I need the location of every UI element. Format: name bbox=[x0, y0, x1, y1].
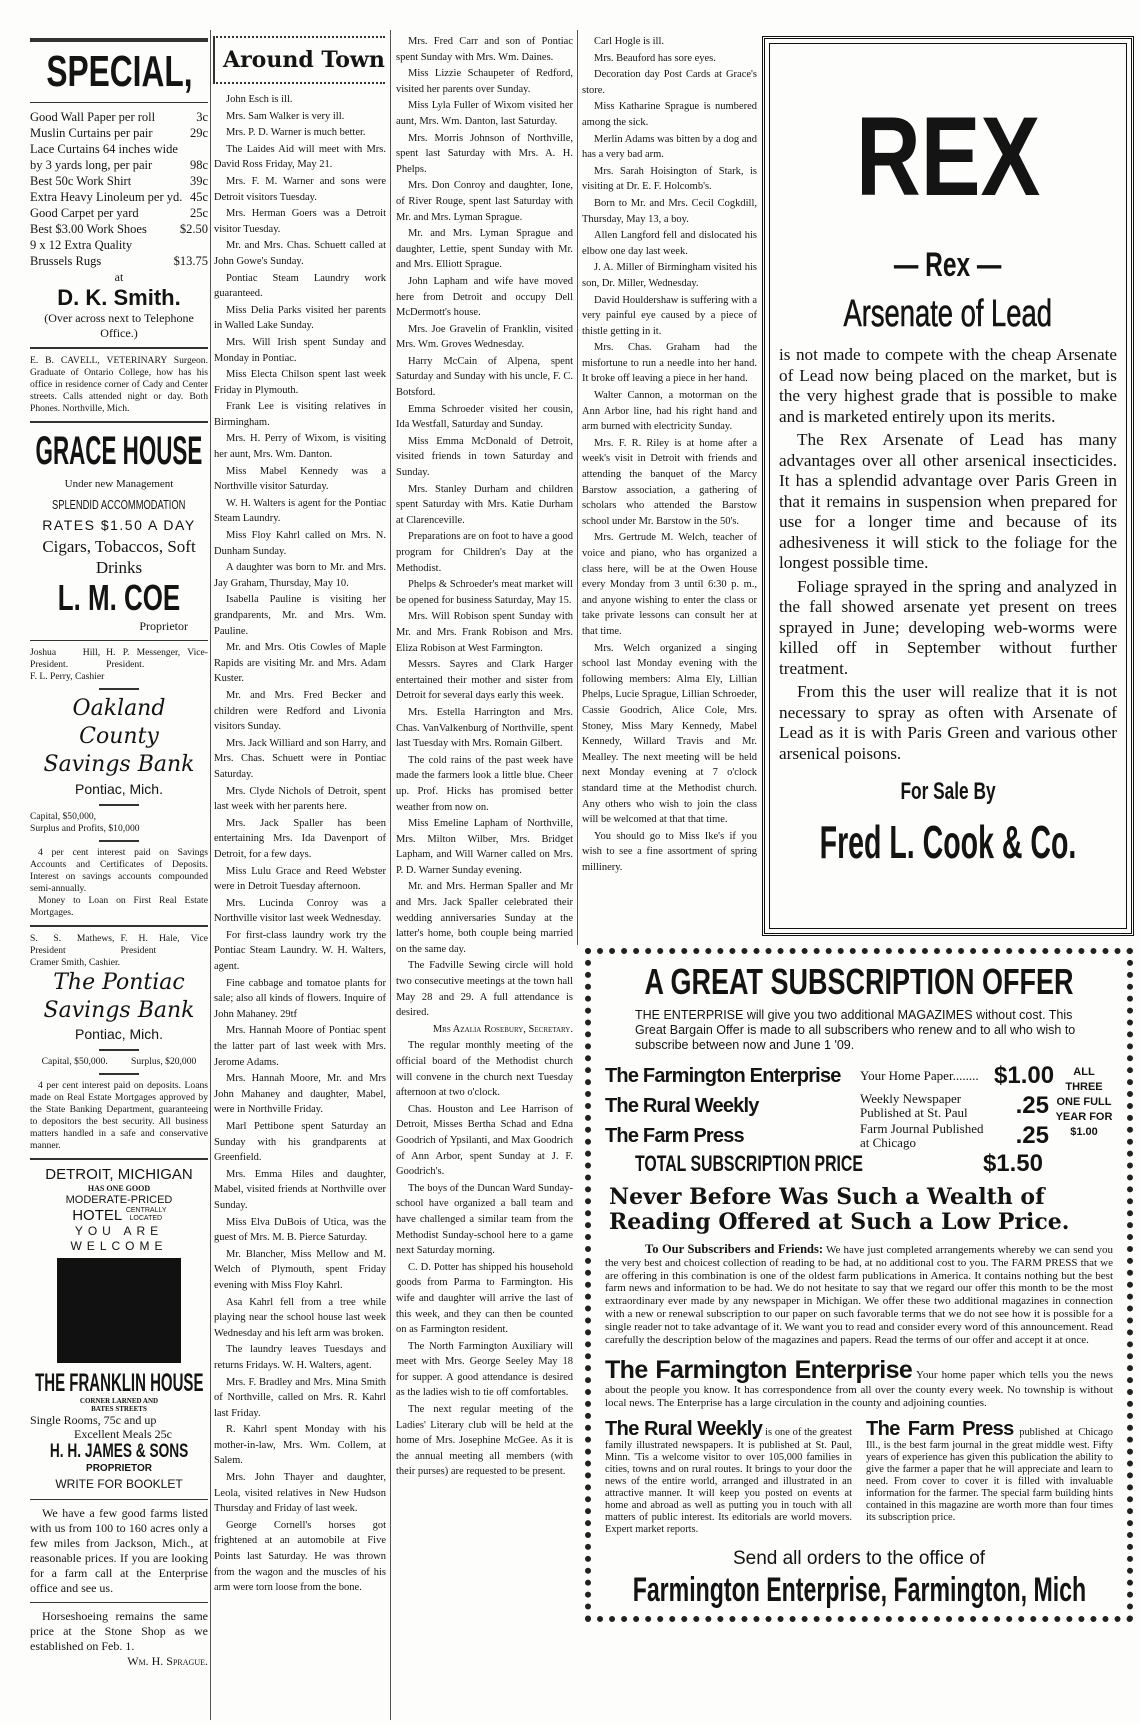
publication-desc: Weekly Newspaper Published at St. Paul bbox=[860, 1091, 968, 1120]
item-label: Lace Curtains 64 inches wide by 3 yards long, per pair bbox=[30, 142, 178, 172]
news-item: Marl Pettibone spent Saturday an Sunday with his grandparents at Greenfield. bbox=[214, 1121, 386, 1164]
column-rule bbox=[210, 30, 211, 1720]
franklin-house-name: THE FRANKLIN HOUSE bbox=[34, 1369, 204, 1397]
pontiac-bank-name-2: Savings Bank bbox=[43, 998, 195, 1023]
news-item: R. Kahrl spent Monday with his mother-in-law, Mrs. Wm. Collem, at Salem. bbox=[214, 1424, 386, 1467]
news-item: Miss Mabel Kennedy was a Northville visitor Saturday. bbox=[214, 465, 386, 493]
news-column-3 bbox=[396, 34, 573, 1481]
news-item: Mrs. F. Bradley and Mrs. Mina Smith of Northville, called on Mrs. R. Kahrl last Friday. bbox=[214, 1376, 386, 1419]
friends-text: We have just completed arrangements whereby we can send you the very best and choicest collection of reading to be had, at no additional cost to you. The FARM PRESS that we are offering in this combination is one of the oldest farm publications in America. It contains nothing but the best farm news and information to be had. We do not hesitate to say that we regard our offer this month to be the most extraordinary ever made by any newspaper in Michigan. We offer these two additional magazines in connection with a new or renewal subscription to our paper on such favorable terms that we do not see how it is possible for a single reader not to take advantage of it. We want you to read and consider every word of this announcement. Read carefully the description below of the magazines and papers. Read the terms of our offer and accept it at once. bbox=[605, 1244, 1113, 1346]
news-item: Mrs Azalia Rosebury, Secretary. bbox=[432, 1023, 573, 1035]
franklin-house-rooms: Single Rooms, 75c and up bbox=[30, 1413, 157, 1427]
grace-house-title: GRACE HOUSE bbox=[35, 429, 203, 473]
news-item: A daughter was born to Mr. and Mrs. Jay Graham, Thursday, May 10. bbox=[214, 562, 386, 589]
news-item: Mrs. F. M. Warner and sons were Detroit visitors Tuesday. bbox=[214, 175, 386, 203]
pontiac-bank-interest: 4 per cent interest paid on deposits. Loans made on Real Estate Mortgages approved by the State Banking Department, guaranteeing to depositors the best security. All business matters handled in a safe and conservative manner. bbox=[30, 1080, 208, 1151]
news-item: George Cornell's horses got frightened at an automobile at Five Points last Saturday. He was thrown from the wagon and the muscles of his arm were torn loose from the bone. bbox=[214, 1519, 386, 1594]
rex-subbrand: — Rex — bbox=[894, 246, 1002, 284]
item-label: Best $3.00 Work Shoes bbox=[30, 222, 147, 236]
news-item: Miss Lulu Grace and Reed Webster were in Detroit Tuesday afternoon. bbox=[214, 865, 386, 893]
news-item: C. D. Potter has shipped his household goods from Parma to Farmington. His wife and daughter will arrive the last of this week, and they can then be counted on as Farmington resident. bbox=[396, 1261, 573, 1336]
rex-paragraph: is not made to compete with the cheap Arsenate of Lead now being placed on the market, but is the very highest grade that is possible to make and is marketed entirely upon its merits. bbox=[779, 345, 1117, 426]
send-orders: Send all orders to the office of bbox=[732, 1547, 986, 1569]
news-item: Mr. and Mrs. Chas. Schuett called at John Gowe's Sunday. bbox=[214, 240, 386, 267]
grace-house-owner-title: Proprietor bbox=[139, 619, 188, 633]
news-item: The regular monthly meeting of the official board of the Methodist church will convene in the church next Tuesday afternoon at two o'clock. bbox=[396, 1040, 573, 1099]
news-item: Mrs. Sarah Hoisington of Stark, is visiting at Dr. E. F. Holcomb's. bbox=[582, 165, 757, 193]
price-row bbox=[30, 221, 208, 237]
special-at: at bbox=[114, 270, 124, 284]
bank-president: S. S. Mathews, President bbox=[30, 933, 115, 956]
hotel-welcome: YOU ARE WELCOME bbox=[70, 1224, 168, 1253]
news-item: Miss Floy Kahrl called on Mrs. N. Dunham Sunday. bbox=[214, 530, 386, 557]
item-label: Best 50c Work Shirt bbox=[30, 174, 132, 188]
publication-name: The Farm Press bbox=[605, 1125, 744, 1147]
grace-house-rates: RATES $1.50 A DAY bbox=[42, 517, 196, 533]
news-item: Mrs. Lucinda Conroy was a Northville visitor last week Wednesday. bbox=[214, 897, 386, 925]
price-row bbox=[30, 205, 208, 221]
news-item: Allen Langford fell and dislocated his elbow one day last week. bbox=[582, 230, 757, 257]
news-item: Miss Emma McDonald of Detroit, visited friends in town Saturday and Sunday. bbox=[396, 435, 573, 479]
merchant-location: (Over across next to Telephone Office.) bbox=[44, 311, 194, 340]
news-item: Mrs. Don Conroy and daughter, Ione, of River Rouge, spent last Saturday with Mr. and Mrs. Lyman Sprague. bbox=[396, 180, 573, 223]
hotel-located: CENTRALLY LOCATED bbox=[125, 1207, 167, 1222]
item-label: Good Carpet per yard bbox=[30, 206, 139, 220]
rex-paragraph: From this the user will realize that it is not necessary to spray as often with Arsenate of Lead as it is with Paris Green and various other arsenical poisons. bbox=[779, 682, 1117, 763]
news-item: Mrs. Sam Walker is very ill. bbox=[226, 110, 345, 122]
news-item: Mrs. F. R. Riley is at home after a week's visit in Detroit with friends and attending the banquet of the Marcy Barstow association, a gathering of scholars who attended the Barstow school under Mr. Barstow in the 50's. bbox=[582, 437, 757, 527]
enterprise-title: The Farmington Enterprise bbox=[605, 1356, 913, 1385]
news-item: Asa Kahrl fell from a tree while playing near the school house last week Wednesday and his left arm was broken. bbox=[214, 1296, 386, 1339]
oakland-bank-name-2: Savings Bank bbox=[43, 752, 195, 777]
news-item: The North Farmington Auxiliary will meet with Mrs. George Seeley May 18 for supper. A good attendance is desired as the ladies wish to tie off comfortables. bbox=[396, 1340, 573, 1399]
subscription-price-table bbox=[605, 1061, 1055, 1151]
item-price: 25c bbox=[189, 206, 208, 220]
news-item: Mrs. Will Robison spent Sunday with Mr. and Mrs. Frank Robison and Mrs. Eliza Robison at West Farmington. bbox=[396, 611, 573, 654]
friends-lead: To Our Subscribers and Friends: bbox=[645, 1242, 824, 1256]
oakland-bank-name: Oakland County bbox=[72, 696, 166, 749]
news-item: Miss Emeline Lapham of Northville, Mrs. Milton Wilber, Mrs. Bridget Lapham, and Will Warner called on Mrs. P. D. Warner Sunday evening. bbox=[396, 818, 573, 876]
pontiac-bank-city: Pontiac, Mich. bbox=[75, 1026, 163, 1042]
enterprise-office: Farmington Enterprise, Farmington, Mich bbox=[632, 1570, 1086, 1609]
subscription-offer-ad bbox=[585, 948, 1133, 1622]
news-item: Mrs. Hannah Moore of Pontiac spent the latter part of last week with Mrs. Jerome Adams. bbox=[214, 1025, 386, 1068]
rex-product: Arsenate of Lead bbox=[843, 293, 1053, 335]
news-item: John Esch is ill. bbox=[226, 94, 293, 105]
item-price: 3c bbox=[196, 110, 208, 124]
news-item: Mr. Blancher, Miss Mellow and M. Welch of Plymouth, spent Friday evening with Miss Floy Kahrl. bbox=[214, 1248, 386, 1291]
news-item: Mrs. Joe Gravelin of Franklin, visited Mrs. Wm. Groves Wednesday. bbox=[396, 323, 573, 351]
item-label: Muslin Curtains per pair bbox=[30, 126, 153, 140]
news-item: The laundry leaves Tuesdays and returns Fridays. W. H. Walters, agent. bbox=[214, 1344, 386, 1371]
news-item: Miss Elva DuBois of Utica, was the guest of Mrs. M. B. Pierce Saturday. bbox=[214, 1216, 386, 1244]
news-item: Mr. and Mrs. Lyman Sprague and daughter, Lettie, spent Sunday with Mr. and Mrs. Elliott Sprague. bbox=[396, 228, 573, 271]
around-town-title: Around Town bbox=[223, 47, 385, 73]
news-item: The cold rains of the past week have made the farmers look a little blue. Cheer up. Prof. Hicks has promised better weather from now on. bbox=[396, 754, 573, 813]
item-label: Good Wall Paper per roll bbox=[30, 110, 156, 124]
pontiac-bank-capital: Capital, $50,000. bbox=[41, 1056, 108, 1067]
hotel-city: DETROIT, MICHIGAN bbox=[45, 1166, 193, 1183]
rex-dealer: Fred L. Cook & Co. bbox=[819, 816, 1077, 868]
news-item: Chas. Houston and Lee Harrison of Detroit, Misses Bertha Schad and Edna Goodrich of Ypsilanti, and Max Goodrich of Ann Arbor, spent Sunday at J. F. Goodrich's. bbox=[396, 1103, 573, 1178]
news-item: Walter Cannon, a motorman on the Ann Arbor line, had his right hand and arm burned with electricity Sunday. bbox=[582, 390, 757, 433]
franklin-house-meals: Excellent Meals 25c bbox=[74, 1427, 172, 1441]
pontiac-bank-surplus: Surplus, $20,000 bbox=[131, 1056, 197, 1067]
subscription-side-note: ALL THREE ONE FULL YEAR FOR $1.00 bbox=[1055, 1066, 1113, 1138]
news-item: David Houldershaw is suffering with a very painful eye caused by a piece of thistle getting in it. bbox=[582, 294, 757, 337]
farms-ad: We have a few good farms listed with us from 100 to 160 acres only a few miles from Jackson, Mich., at reasonable prices. If you are looking for a farm call at the Enterprise office and see us. bbox=[30, 1506, 208, 1595]
news-item: Miss Lizzie Schaupeter of Redford, visited her parents over Sunday. bbox=[396, 68, 573, 95]
news-item: Mrs. Morris Johnson of Northville, spent last Saturday with Mrs. A. H. Phelps. bbox=[396, 132, 573, 175]
news-item: Isabella Pauline is visiting her grandparents, Mr. and Mrs. Wm. Pauline. bbox=[214, 594, 386, 637]
news-item: Mrs. Will Irish spent Sunday and Monday in Pontiac. bbox=[214, 336, 386, 364]
news-item: Phelps & Schroeder's meat market will be opened for business Saturday, May 15. bbox=[396, 579, 573, 606]
bank-vice-president: H. P. Messenger, Vice-President. bbox=[106, 647, 208, 670]
publication-price: $1.00 bbox=[994, 1062, 1055, 1089]
grace-house-owner: L. M. COE bbox=[57, 577, 181, 618]
rex-paragraph: The Rex Arsenate of Lead has many advantages over all other arsenical insecticides. It has a splendid advantage over Paris Green in that it remains in suspension when prepared for use for a longer time and because of its adhesiveness it will stick to the foliage for the longest possible time. bbox=[779, 430, 1117, 572]
news-item: Pontiac Steam Laundry work guaranteed. bbox=[214, 272, 386, 300]
news-item: Mrs. Jack Spaller has been entertaining Mrs. Ida Davenport of Detroit, for a few days. bbox=[214, 817, 386, 860]
subscription-headline: Never Before Was Such a Wealth of Reading Offered at Such a Low Price. bbox=[609, 1184, 1070, 1235]
special-title: SPECIAL, bbox=[45, 47, 193, 96]
news-item: Miss Delia Parks visited her parents in Walled Lake Sunday. bbox=[214, 304, 386, 332]
news-item: W. H. Walters is agent for the Pontiac Steam Laundry. bbox=[214, 497, 386, 525]
item-price: 45c bbox=[189, 190, 208, 204]
rex-for-sale: For Sale By bbox=[900, 778, 996, 805]
item-price: $13.75 bbox=[173, 254, 208, 268]
horseshoeing-ad: Horseshoeing remains the same price at the Stone Shop as we established on Feb. 1. bbox=[30, 1609, 208, 1653]
grace-house-management: Under new Management bbox=[64, 478, 174, 490]
enterprise-text: Your home paper which tells you the news about the people you know. It has correspondence from all over the county every week. No township is without local news. The Enterprise has a large circulation in the county and adjoining counties. bbox=[605, 1369, 1114, 1410]
news-item: For first-class laundry work try the Pontiac Steam Laundry. W. H. Walters, agent. bbox=[214, 929, 386, 973]
item-price: 98c bbox=[189, 158, 208, 172]
oakland-bank-surplus: Surplus and Profits, $10,000 bbox=[30, 823, 140, 834]
subscription-title: A GREAT SUBSCRIPTION OFFER bbox=[644, 961, 1074, 1002]
news-item: Mrs. John Thayer and daughter, Leola, visited relatives in New Hudson Thursday and Friday of last week. bbox=[214, 1472, 386, 1515]
oakland-bank-capital: Capital, $50,000, bbox=[30, 811, 97, 822]
around-town-column bbox=[214, 92, 386, 1597]
around-town-header bbox=[213, 36, 385, 84]
hotel-photo bbox=[57, 1258, 181, 1363]
news-item: Carl Hogle is ill. bbox=[594, 36, 664, 47]
news-item: Emma Schroeder visited her cousin, Ida Westfall, Saturday and Sunday. bbox=[396, 403, 573, 431]
column-rule bbox=[577, 30, 578, 945]
grace-house-goods: Cigars, Tobaccos, Soft Drinks bbox=[42, 537, 196, 577]
cavell-ad: E. B. CAVELL, VETERINARY Surgeon. Graduate of Ontario College, how has his office in residence corner of Cady and Center streets. Calls attended night or day. Both Phones. Northville, Mich. bbox=[30, 355, 208, 414]
news-item: The Laides Aid will meet with Mrs. David Ross Friday, May 21. bbox=[214, 143, 386, 171]
publication-name: The Rural Weekly bbox=[605, 1095, 759, 1117]
bank-cashier: F. L. Perry, Cashier bbox=[30, 671, 105, 682]
total-price: $1.50 bbox=[982, 1150, 1043, 1177]
news-item: Mrs. Emma Hiles and daughter, Mabel, visited friends at Northville over Sunday. bbox=[214, 1168, 386, 1211]
news-item: Mrs. Hannah Moore, Mr. and Mrs John Mahaney and daughter, Mabel, were in Northville Friday. bbox=[214, 1073, 386, 1116]
franklin-house-owner-title: PROPRIETOR bbox=[86, 1463, 152, 1474]
price-row bbox=[30, 109, 208, 125]
publication-price: .25 bbox=[1015, 1092, 1049, 1119]
oakland-bank-loans: Money to Loan on First Real Estate Mortgages. bbox=[30, 895, 208, 918]
news-item: Mrs. P. D. Warner is much better. bbox=[226, 127, 366, 139]
item-label: 9 x 12 Extra Quality Brussels Rugs bbox=[30, 238, 133, 268]
news-item: Miss Katharine Sprague is numbered among the sick. bbox=[582, 101, 757, 128]
news-item: Miss Electa Chilson spent last week Friday in Plymouth. bbox=[214, 369, 386, 396]
column-rule bbox=[390, 30, 391, 1720]
news-item: Harry McCain of Alpena, spent Saturday and Sunday with his uncle, F. C. Botsford. bbox=[396, 355, 573, 399]
publication-desc: Your Home Paper........ bbox=[860, 1068, 979, 1083]
bank-vice-president: F. H. Hale, Vice President bbox=[120, 933, 208, 956]
rural-weekly-text: is one of the greatest family illustrated newspapers. It is published at St. Paul, Minn. 'Tis a welcome visitor to over 105,000 families in cities, towns and on rural routes. It brings to your door the news of the entire world, arranged and illustrated in an attractive manner. It will keep you posted on events at home and abroad as well as putting you in touch with all matters of public interest. Its editorials are world movers. Expert market reports. bbox=[605, 1426, 852, 1535]
price-row bbox=[30, 125, 208, 141]
rural-weekly-title: The Rural Weekly bbox=[605, 1417, 763, 1440]
news-item: Mrs. Welch organized a singing school last Monday evening with the following members: Alma Ely, Lillian Phelps, Lucie Sprague, Lillian Schroeder, Cassie Goodrich, Alice Cole, Mrs. Stoney, Miss Mary Kennedy, Mabel Kennedy, Willard Travis and Mr. Mealley. The next meeting will be held next Monday evening at 7 o'clock standard time at the Methodist church. Any others who wish to join the class will be welcomed at that that time. bbox=[582, 642, 757, 826]
subscription-intro: THE ENTERPRISE will give you two additional MAGAZIMES without cost. This Great Bargain Offer is made to all subscribers who renew and to all who wish to subscribe between now and June 1 '09. bbox=[635, 1008, 1076, 1052]
publication-name: The Farmington Enterprise bbox=[605, 1065, 841, 1087]
news-item: Preparations are on foot to have a good program for Children's Day at the Methodist. bbox=[396, 531, 573, 574]
farm-press-title: The Farm Press bbox=[866, 1417, 1014, 1440]
price-row bbox=[30, 141, 208, 173]
item-price: 39c bbox=[189, 174, 208, 188]
grace-house-accommodation: SPLENDID ACCOMMODATION bbox=[52, 497, 186, 512]
news-item: Mrs. Herman Goers was a Detroit visitor Tuesday. bbox=[214, 208, 386, 235]
oakland-bank-city: Pontiac, Mich. bbox=[75, 781, 163, 797]
news-item: Mrs. Estella Harrington and Mrs. Chas. VanValkenburg of Northville, spent last Tuesday with Mrs. Romain Gilbert. bbox=[396, 706, 573, 750]
news-item: Mrs. Clyde Nichols of Detroit, spent last week with her parents here. bbox=[214, 785, 386, 813]
news-item: Miss Lyla Fuller of Wixom visited her aunt, Mrs. Wm. Danton, last Saturday. bbox=[396, 100, 573, 127]
news-item: Mr. and Mrs. Otis Cowles of Maple Rapids are visiting Mr. and Mrs. Adam Kuster. bbox=[214, 642, 386, 685]
news-item: Mrs. H. Perry of Wixom, is visiting her aunt, Mrs. Wm. Danton. bbox=[214, 433, 386, 461]
write-for-booklet: WRITE FOR BOOKLET bbox=[55, 1477, 183, 1491]
hotel-line4: HOTEL bbox=[72, 1207, 122, 1224]
item-price: $2.50 bbox=[179, 222, 208, 236]
hotel-line3: MODERATE-PRICED bbox=[65, 1194, 173, 1206]
news-item: Mr. and Mrs. Fred Becker and children were Redford and Livonia visitors Sunday. bbox=[214, 689, 386, 733]
news-item: Mrs. Beauford has sore eyes. bbox=[594, 52, 716, 64]
horseshoeing-signature: Wm. H. Sprague. bbox=[127, 1654, 208, 1668]
hotel-line2: HAS ONE GOOD bbox=[87, 1184, 151, 1193]
merchant-name: D. K. Smith. bbox=[57, 285, 181, 310]
bank-president: Joshua Hill, President. bbox=[30, 647, 101, 670]
farm-press-text: published at Chicago Ill., is the best farm journal in the great middle west. Fifty years of experience has given this publication the ability to give the farmer a paper that he will appreciate and learn to need. From cover to cover it is filled with invaluable information for the farmer. The special farm building hints contained in this magazine are worth more than four times its subscription price. bbox=[866, 1426, 1114, 1523]
news-item: Decoration day Post Cards at Grace's store. bbox=[582, 69, 757, 96]
price-row bbox=[30, 173, 208, 189]
news-item: Mrs. Gertrude M. Welch, teacher of voice and piano, who has organized a class here, will be at the Owen House every Monday from 3 until 6:30 p. m., and anyone wishing to enter the class or take private lessons can consult her at that time. bbox=[582, 532, 757, 637]
item-label: Extra Heavy Linoleum per yd. bbox=[30, 190, 183, 204]
rex-arsenate-ad bbox=[762, 36, 1134, 936]
news-item: Fine cabbage and tomatoe plants for sale; also all kinds of flowers. Inquire of John Mahaney. 29tf bbox=[214, 977, 386, 1020]
special-price-list bbox=[30, 109, 208, 269]
franklin-house-owner: H. H. JAMES & SONS bbox=[49, 1441, 189, 1462]
publication-price: .25 bbox=[1015, 1122, 1049, 1149]
news-item: Mr. and Mrs. Herman Spaller and Mr and Mrs. Jack Spaller celebrated their wedding anniversaries Sunday at the latter's home, both couple being married on the same day. bbox=[396, 881, 573, 955]
price-row bbox=[30, 237, 208, 269]
news-item: Mrs. Chas. Graham had the misfortune to run a needle into her hand. It broke off leaving a piece in her hand. bbox=[582, 342, 757, 385]
oakland-bank-interest: 4 per cent interest paid on Savings Accounts and Certificates of Deposits. Interest on savings accounts compounded semi-annually. bbox=[30, 847, 208, 894]
franklin-house-corner: CORNER LARNED AND BATES STREETS bbox=[79, 1397, 159, 1413]
rex-body bbox=[779, 345, 1117, 764]
bank-cashier: Cramer Smith, Cashier. bbox=[30, 957, 121, 968]
total-label: TOTAL SUBSCRIPTION PRICE bbox=[635, 1151, 863, 1176]
news-item: Mrs. Fred Carr and son of Pontiac spent Sunday with Mrs. Wm. Daines. bbox=[396, 36, 573, 63]
news-item: Messrs. Sayres and Clark Harger entertained their mother and sister from Detroit for several days early this week. bbox=[396, 659, 573, 702]
news-item: The boys of the Duncan Ward Sunday-school have organized a ball team and have challenged a similar team from the Methodist Sunday-school here to a game next Saturday morning. bbox=[396, 1182, 573, 1257]
news-item: The next regular meeting of the Ladies' Literary club will be held at the home of Mrs. Josephine McGee. As it is the annual meeting all members (with their purses) are requested to be present. bbox=[396, 1404, 573, 1478]
news-item: Frank Lee is visiting relatives in Birmingham. bbox=[214, 401, 386, 428]
rex-paragraph: Foliage sprayed in the spring and analyzed in the fall showed arsenate yet present on trees sprayed in June; developing web-worms were killed off in September without further treatment. bbox=[779, 576, 1117, 678]
news-column-4 bbox=[582, 34, 757, 876]
news-item: Born to Mr. and Mrs. Cecil Cogkdill, Thursday, May 13, a boy. bbox=[582, 197, 757, 225]
item-price: 29c bbox=[189, 126, 208, 140]
news-item: John Lapham and wife have moved here from Detroit and occupy Dell McDermott's house. bbox=[396, 275, 573, 319]
news-item: You should go to Miss Ike's if you wish to see a fine assortment of spring millinery. bbox=[582, 830, 757, 873]
news-item: J. A. Miller of Birmingham visited his son, Dr. Miller, Wednesday. bbox=[582, 262, 757, 289]
news-item: Mrs. Jack Williard and son Harry, and Mrs. Chas. Schuett were in Pontiac Saturday. bbox=[214, 737, 386, 780]
publication-desc: Farm Journal Published at Chicago bbox=[860, 1121, 984, 1150]
advertisements-column bbox=[30, 38, 208, 1669]
price-row bbox=[30, 189, 208, 205]
pontiac-bank-name: The Pontiac bbox=[53, 970, 185, 995]
news-item: Merlin Adams was bitten by a dog and has a very bad arm. bbox=[582, 133, 757, 161]
news-item: Mrs. Stanley Durham and children spent Saturday with Mrs. Katie Durham at Clarenceville. bbox=[396, 483, 573, 526]
rex-brand: REX bbox=[855, 94, 1041, 219]
news-item: The Fadville Sewing circle will hold two consecutive meetings at the town hall May 28 and 29. A full attendance is desired. bbox=[396, 960, 573, 1019]
